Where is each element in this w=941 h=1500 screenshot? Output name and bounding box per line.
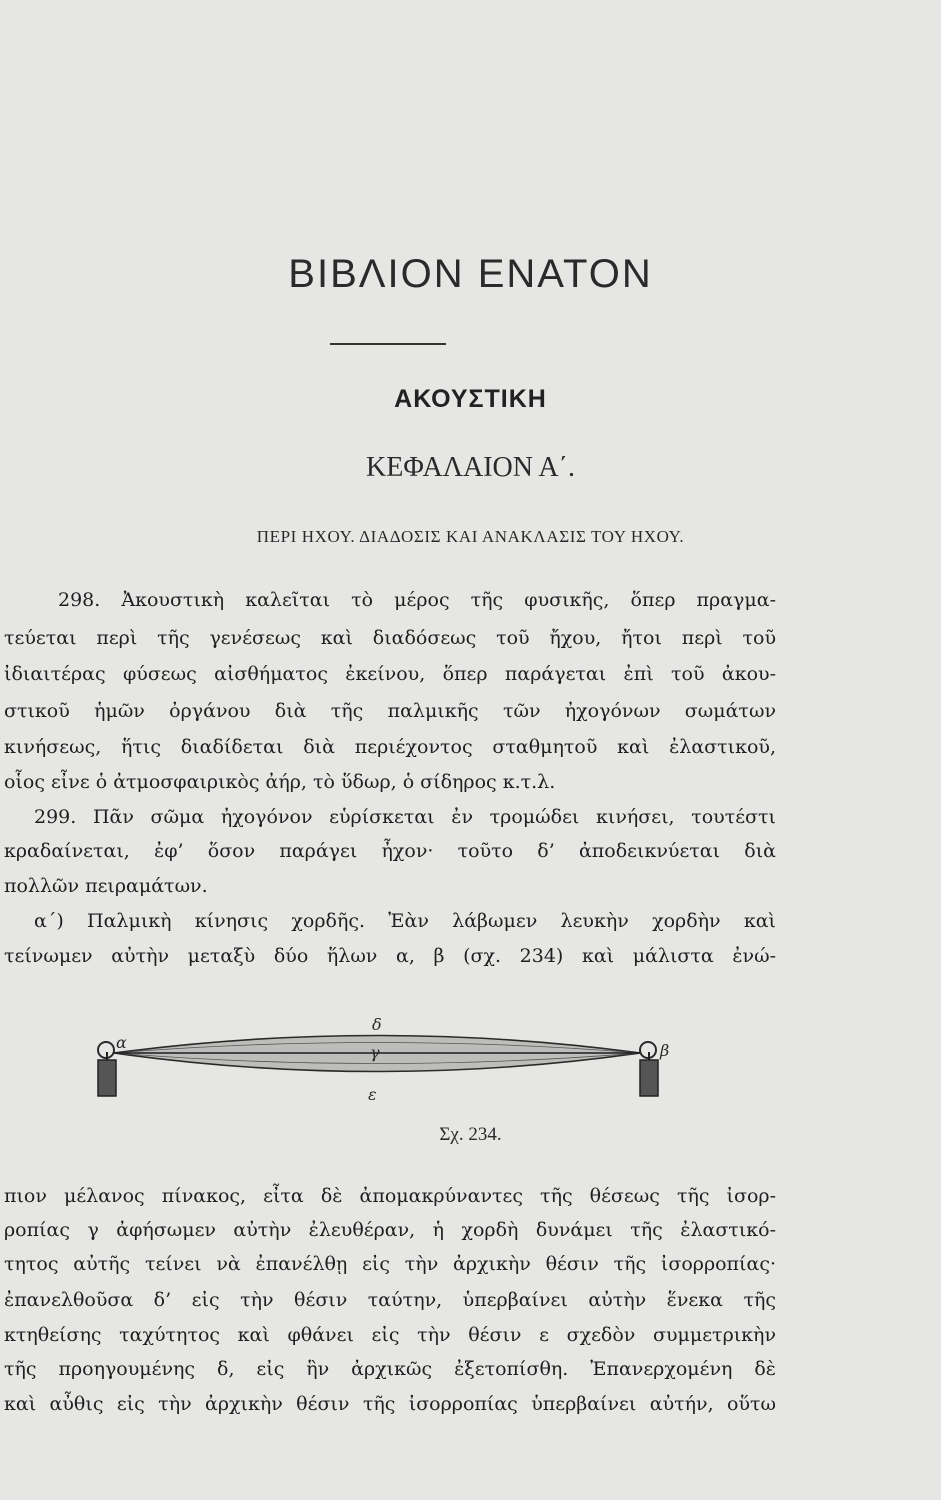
- figure-234: [0, 1012, 941, 1122]
- text-line: α΄) Παλμικὴ κίνησις χορδῆς. Ἐὰν λάβωμεν λευκὴν χορδὴν καὶ: [34, 910, 776, 932]
- chapter-subtitle: ΠΕΡΙ ΗΧΟΥ. ΔΙΑΔΟΣΙΣ ΚΑΙ ΑΝΑΚΛΑΣΙΣ ΤΟΥ ΗΧΟΥ.: [256, 527, 685, 546]
- label-gamma: γ: [370, 1043, 380, 1062]
- text-line: τητος αὐτῆς τείνει νὰ ἐπανέλθῃ εἰς τὴν ἀρχικὴν θέσιν τῆς ἰσορροπίας·: [4, 1253, 776, 1275]
- left-peg: [98, 1042, 116, 1096]
- text-line: πιον μέλανος πίνακος, εἶτα δὲ ἀπομακρύναντες τῆς θέσεως τῆς ἰσορ-: [4, 1185, 776, 1207]
- text-line: 299. Πᾶν σῶμα ἠχογόνον εὑρίσκεται ἐν τρομώδει κινήσει, τουτέστι: [34, 806, 776, 828]
- right-peg: [640, 1042, 658, 1096]
- text-line: ἐπανελθοῦσα δ’ εἰς τὴν θέσιν ταύτην, ὑπερβαίνει αὐτὴν ἕνεκα τῆς: [4, 1289, 776, 1311]
- label-epsilon: ε: [368, 1085, 377, 1104]
- text-line: κινήσεως, ἥτις διαδίδεται διὰ περιέχοντος σταθμητοῦ καὶ ἐλαστικοῦ,: [4, 736, 776, 758]
- label-delta: δ: [372, 1015, 382, 1034]
- text-line: τείνωμεν αὐτὴν μεταξὺ δύο ἥλων α, β (σχ. 234) καὶ μάλιστα ἐνώ-: [4, 945, 776, 967]
- text-line: ροπίας γ ἀφήσωμεν αὐτὴν ἐλευθέραν, ἡ χορδὴ δυνάμει τῆς ἐλαστικό-: [4, 1219, 776, 1241]
- text-line: ἰδιαιτέρας φύσεως αἰσθήματος ἐκείνου, ὅπερ παράγεται ἐπὶ τοῦ ἀκου-: [4, 663, 776, 685]
- title-divider: [330, 343, 446, 345]
- text-line: τεύεται περὶ τῆς γενέσεως καὶ διαδόσεως τοῦ ἤχου, ἤτοι περὶ τοῦ: [4, 627, 776, 649]
- text-line: 298. Ἀκουστικὴ καλεῖται τὸ μέρος τῆς φυσικῆς, ὅπερ πραγμα-: [58, 589, 776, 611]
- vibrating-string-diagram: [0, 1012, 941, 1122]
- text-line: στικοῦ ἡμῶν ὀργάνου διὰ τῆς παλμικῆς τῶν ἠχογόνων σωμάτων: [4, 700, 776, 722]
- text-line: κραδαίνεται, ἐφ’ ὅσον παράγει ἦχον· τοῦτο δ’ ἀποδεικνύεται διὰ: [4, 840, 776, 862]
- text-line: πολλῶν πειραμάτων.: [4, 875, 208, 897]
- figure-caption: Σχ. 234.: [439, 1124, 502, 1145]
- section-title: ΑΚΟΥΣΤΙΚΗ: [394, 385, 547, 413]
- label-alpha: α: [116, 1033, 127, 1052]
- text-line: τῆς προηγουμένης δ, εἰς ἣν ἀρχικῶς ἐξετοπίσθη. Ἐπανερχομένη δὲ: [4, 1358, 776, 1380]
- chapter-title: ΚΕΦΑΛΑΙΟΝ Α΄.: [366, 452, 575, 483]
- label-beta: β: [660, 1041, 670, 1060]
- text-line: κτηθείσης ταχύτητος καὶ φθάνει εἰς τὴν θέσιν ε σχεδὸν συμμετρικὴν: [4, 1324, 776, 1346]
- book-title: ΒΙΒΛΙΟΝ ΕΝΑΤΟΝ: [288, 252, 653, 296]
- text-line: καὶ αὖθις εἰς τὴν ἀρχικὴν θέσιν τῆς ἰσορροπίας ὑπερβαίνει αὐτήν, οὕτω: [4, 1393, 776, 1415]
- text-line: οἷος εἶνε ὁ ἀτμοσφαιρικὸς ἀήρ, τὸ ὕδωρ, ὁ σίδηρος κ.τ.λ.: [4, 771, 556, 793]
